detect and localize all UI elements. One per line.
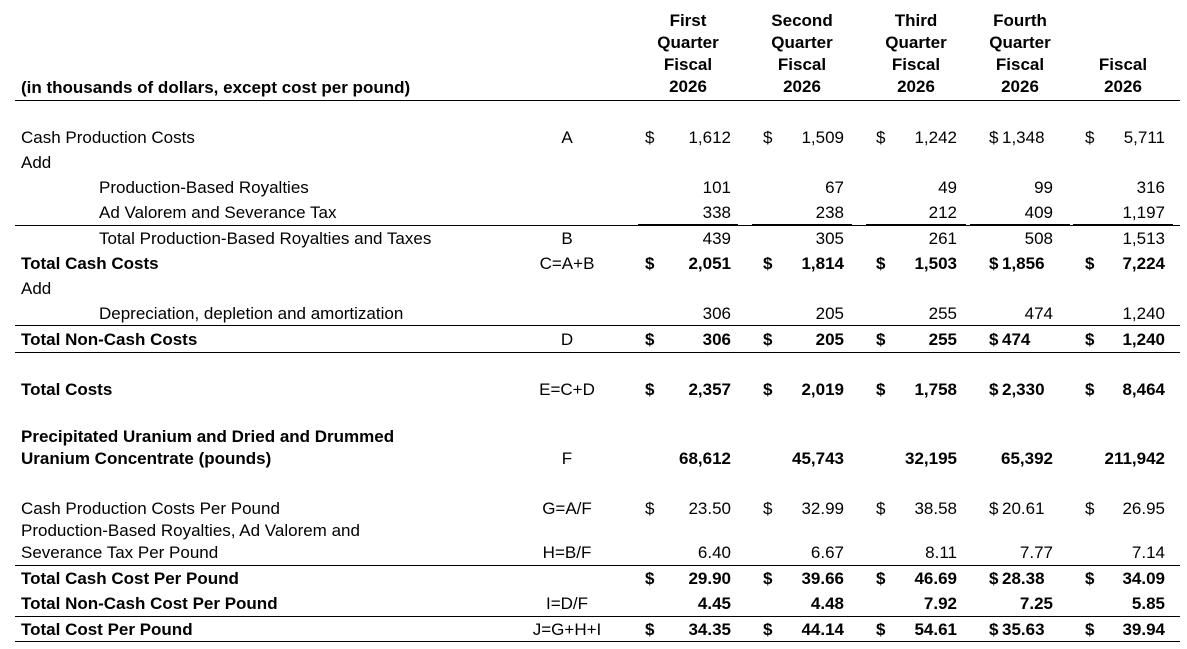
cell-value: 439	[702, 229, 731, 248]
table-row	[0, 619, 1187, 641]
cell-value: 7,224	[1122, 254, 1165, 273]
col-header-q4	[970, 10, 1070, 98]
col-header-line: 2026	[783, 77, 821, 96]
cell-value: 68,612	[679, 449, 731, 468]
cell-value: 44.14	[801, 620, 844, 639]
cell-value: 205	[815, 330, 844, 349]
dollar-sign: $	[876, 254, 886, 273]
dollar-sign: $	[645, 128, 655, 147]
row-label: Cash Production Costs Per Pound	[21, 499, 280, 518]
unit-note: (in thousands of dollars, except cost per pound)	[21, 78, 411, 97]
cell-value: 2,330	[1002, 380, 1045, 399]
cell-value: 508	[1024, 229, 1053, 248]
cell-value: 316	[1136, 178, 1165, 197]
dollar-sign: $	[645, 380, 655, 399]
dollar-sign: $	[876, 569, 886, 588]
cell-value: 45,743	[792, 449, 844, 468]
cell-value: 2,357	[688, 380, 731, 399]
cell-value: 1,240	[1122, 304, 1165, 323]
table-row	[0, 568, 1187, 590]
table-rule	[15, 565, 1180, 566]
dollar-sign: $	[645, 254, 655, 273]
dollar-sign: $	[645, 330, 655, 349]
col-header-line: Quarter	[885, 33, 947, 52]
col-header-line: Quarter	[771, 33, 833, 52]
cell-value: 46.69	[914, 569, 957, 588]
dollar-sign: $	[1085, 569, 1095, 588]
cell-value: 32.99	[801, 499, 844, 518]
table-row	[0, 127, 1187, 149]
dollar-sign: $	[763, 380, 773, 399]
table-row	[0, 152, 1187, 174]
cell-value: 474	[1024, 304, 1053, 323]
cell-value: 1,503	[914, 254, 957, 273]
cell-value: 5,711	[1123, 128, 1165, 147]
row-label: Cash Production Costs	[21, 128, 195, 147]
table-rule	[866, 224, 966, 225]
col-header-line: Fourth	[993, 11, 1047, 30]
row-label: Depreciation, depletion and amortization	[99, 304, 404, 323]
row-label	[21, 520, 360, 564]
table-rule	[15, 225, 1180, 226]
cell-value: 2,019	[801, 380, 844, 399]
cell-value: 306	[702, 304, 731, 323]
cell-value: 205	[815, 304, 844, 323]
dollar-sign: $	[989, 499, 999, 518]
table-row	[0, 228, 1187, 250]
cell-value: 6.40	[697, 543, 731, 562]
cell-value: 4.45	[697, 594, 731, 613]
dollar-sign: $	[989, 569, 999, 588]
row-label-line: Precipitated Uranium and Dried and Drummed	[21, 427, 395, 446]
col-header-q3	[866, 10, 966, 98]
row-code: A	[561, 128, 573, 147]
cell-value: 67	[825, 178, 844, 197]
cell-value: 212	[928, 203, 957, 222]
table-row	[0, 253, 1187, 275]
cell-value: 238	[815, 203, 844, 222]
cell-value: 7.25	[1019, 594, 1053, 613]
cell-value: 6.67	[810, 543, 844, 562]
cell-value: 7.77	[1019, 543, 1053, 562]
cell-value: 34.09	[1122, 569, 1165, 588]
table-rule	[1073, 224, 1173, 225]
table-rule	[15, 325, 1180, 326]
cell-value: 23.50	[688, 499, 731, 518]
cell-value: 20.61	[1002, 499, 1045, 518]
col-header-line: First	[669, 11, 707, 30]
dollar-sign: $	[1085, 499, 1095, 518]
table-rule	[638, 224, 738, 225]
col-header-line: Second	[771, 11, 833, 30]
row-label: Total Non-Cash Cost Per Pound	[21, 594, 278, 613]
dollar-sign: $	[763, 499, 773, 518]
cell-value: 1,814	[801, 254, 844, 273]
row-label: Add	[21, 279, 52, 298]
cell-value: 255	[928, 330, 957, 349]
table-rule	[752, 224, 852, 225]
cell-value: 211,942	[1104, 449, 1165, 468]
row-label	[21, 426, 394, 470]
row-label: Total Production-Based Royalties and Taxes	[99, 229, 432, 248]
dollar-sign: $	[989, 620, 999, 639]
dollar-sign: $	[989, 254, 999, 273]
row-label-line: Severance Tax Per Pound	[21, 543, 219, 562]
row-label: Total Cost Per Pound	[21, 620, 193, 639]
cell-value: 1,758	[914, 380, 957, 399]
col-header-line: Quarter	[989, 33, 1051, 52]
cell-value: 305	[815, 229, 844, 248]
cell-value: 8,464	[1122, 380, 1165, 399]
table-row	[0, 278, 1187, 300]
col-header-line	[1073, 10, 1173, 32]
cell-value: 7.92	[923, 594, 957, 613]
row-code: J=G+H+I	[532, 620, 602, 639]
table-row	[0, 177, 1187, 199]
dollar-sign: $	[763, 620, 773, 639]
row-code: B	[561, 229, 573, 248]
dollar-sign: $	[1085, 380, 1095, 399]
col-header-line: 2026	[1001, 77, 1039, 96]
cell-value: 1,856	[1002, 254, 1045, 273]
cell-value: 26.95	[1122, 499, 1165, 518]
col-header-line: 2026	[897, 77, 935, 96]
col-header-line: Fiscal	[663, 55, 713, 74]
cell-value: 49	[938, 178, 957, 197]
dollar-sign: $	[1085, 330, 1095, 349]
table-row	[0, 379, 1187, 401]
col-header-line: Fiscal	[777, 55, 827, 74]
table-rule	[15, 100, 1180, 101]
table-row	[0, 498, 1187, 520]
dollar-sign: $	[876, 380, 886, 399]
table-row	[0, 520, 1187, 564]
cell-value: 306	[702, 330, 731, 349]
cell-value: 99	[1034, 178, 1053, 197]
table-row	[0, 329, 1187, 351]
dollar-sign: $	[1085, 620, 1095, 639]
cell-value: 38.58	[914, 499, 957, 518]
dollar-sign: $	[876, 330, 886, 349]
cell-value: 1,348	[1002, 128, 1045, 147]
cell-value: 1,509	[801, 128, 844, 147]
cell-value: 409	[1024, 203, 1053, 222]
dollar-sign: $	[876, 620, 886, 639]
cell-value: 34.35	[688, 620, 731, 639]
col-header-line: Quarter	[657, 33, 719, 52]
table-row	[0, 593, 1187, 615]
cell-value: 2,051	[688, 254, 731, 273]
cell-value: 474	[1002, 330, 1031, 349]
row-code: C=A+B	[539, 254, 595, 273]
cell-value: 255	[928, 304, 957, 323]
table-rule	[15, 641, 1180, 642]
row-code: F	[561, 449, 573, 468]
table-row	[0, 426, 1187, 470]
col-header-line	[1073, 32, 1173, 54]
col-header-line: Fiscal	[1098, 55, 1148, 74]
dollar-sign: $	[763, 128, 773, 147]
table-row	[0, 202, 1187, 224]
dollar-sign: $	[876, 128, 886, 147]
cell-value: 32,195	[905, 449, 957, 468]
dollar-sign: $	[645, 620, 655, 639]
row-label: Production-Based Royalties	[99, 178, 309, 197]
cell-value: 5.85	[1131, 594, 1165, 613]
table-row	[0, 303, 1187, 325]
dollar-sign: $	[763, 330, 773, 349]
row-code: H=B/F	[542, 543, 592, 562]
col-header-line: Fiscal	[995, 55, 1045, 74]
row-label: Total Cash Costs	[21, 254, 159, 273]
row-label-line: Production-Based Royalties, Ad Valorem and	[21, 521, 360, 540]
cell-value: 1,242	[914, 128, 957, 147]
col-header-q1	[638, 10, 738, 98]
row-label: Total Non-Cash Costs	[21, 330, 198, 349]
dollar-sign: $	[989, 330, 999, 349]
cell-value: 54.61	[914, 620, 957, 639]
col-header-line: Fiscal	[891, 55, 941, 74]
row-code: G=A/F	[542, 499, 592, 518]
cell-value: 261	[928, 229, 957, 248]
cell-value: 8.11	[925, 543, 957, 562]
dollar-sign: $	[989, 380, 999, 399]
row-label-line: Uranium Concentrate (pounds)	[21, 449, 272, 468]
cell-value: 1,513	[1122, 229, 1165, 248]
dollar-sign: $	[1085, 254, 1095, 273]
col-header-q2	[752, 10, 852, 98]
dollar-sign: $	[989, 128, 999, 147]
cell-value: 1,612	[688, 128, 731, 147]
cell-value: 1,197	[1122, 203, 1165, 222]
cell-value: 39.66	[801, 569, 844, 588]
cell-value: 1,240	[1122, 330, 1165, 349]
dollar-sign: $	[763, 254, 773, 273]
dollar-sign: $	[876, 499, 886, 518]
dollar-sign: $	[763, 569, 773, 588]
row-code: I=D/F	[545, 594, 589, 613]
row-label: Total Costs	[21, 380, 113, 399]
row-label: Ad Valorem and Severance Tax	[99, 203, 337, 222]
cell-value: 7.14	[1131, 543, 1165, 562]
dollar-sign: $	[1085, 128, 1095, 147]
col-header-line: 2026	[1104, 77, 1142, 96]
col-header-line: Third	[894, 11, 938, 30]
dollar-sign: $	[645, 569, 655, 588]
cell-value: 29.90	[688, 569, 731, 588]
col-header-fy	[1073, 10, 1173, 98]
cell-value: 65,392	[1001, 449, 1053, 468]
row-code: E=C+D	[539, 380, 595, 399]
cell-value: 35.63	[1002, 620, 1045, 639]
row-code: D	[560, 330, 574, 349]
table-rule	[970, 224, 1070, 225]
col-header-line: 2026	[669, 77, 707, 96]
cell-value: 4.48	[810, 594, 844, 613]
cell-value: 101	[702, 178, 731, 197]
dollar-sign: $	[645, 499, 655, 518]
cell-value: 338	[702, 203, 731, 222]
row-label: Total Cash Cost Per Pound	[21, 569, 239, 588]
cell-value: 28.38	[1002, 569, 1045, 588]
row-label: Add	[21, 153, 52, 172]
table-rule	[15, 352, 1180, 353]
cell-value: 39.94	[1122, 620, 1165, 639]
table-rule	[15, 616, 1180, 617]
